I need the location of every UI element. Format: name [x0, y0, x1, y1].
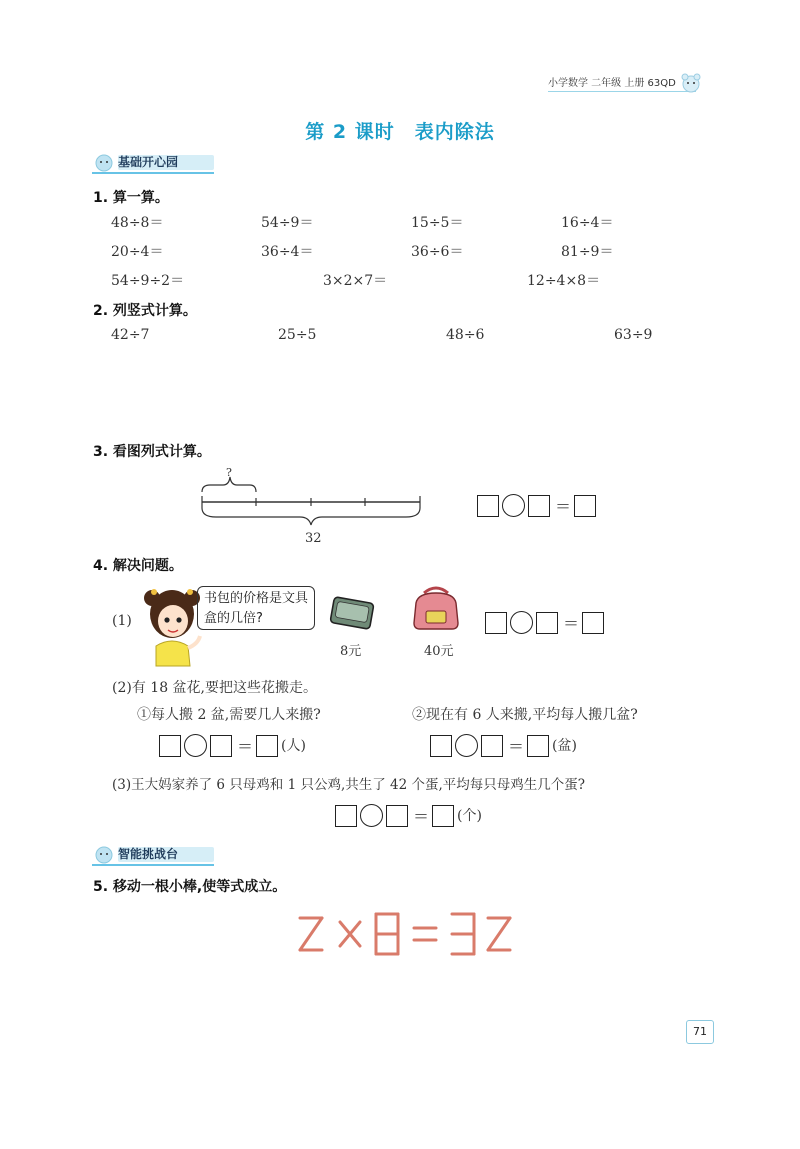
bear-icon: [92, 843, 116, 865]
matchstick-equation: [296, 910, 516, 960]
answer-box[interactable]: [582, 612, 604, 634]
bear-icon: [680, 72, 702, 94]
operator-circle[interactable]: [510, 611, 533, 634]
section-title: 智能挑战台: [118, 847, 179, 861]
price-label: 8元: [340, 644, 362, 659]
vertical-calc-item: 63÷9: [614, 327, 653, 343]
sub-question: ①每人搬 2 盆,需要几人来搬?: [137, 707, 321, 723]
answer-box[interactable]: [574, 495, 596, 517]
expression: 36÷6＝: [411, 244, 464, 260]
question-1-title: 1. 算一算。: [93, 190, 169, 206]
answer-formula: ＝ (个): [335, 804, 485, 827]
answer-box[interactable]: [485, 612, 507, 634]
answer-box[interactable]: [481, 735, 503, 757]
answer-box[interactable]: [430, 735, 452, 757]
operator-circle[interactable]: [502, 494, 525, 517]
answer-box[interactable]: [528, 495, 550, 517]
answer-box[interactable]: [159, 735, 181, 757]
pencil-case-icon: [326, 596, 378, 632]
operator-circle[interactable]: [360, 804, 383, 827]
problem-text: (2)有 18 盆花,要把这些花搬走。: [112, 680, 317, 696]
section-title: 基础开心园: [118, 155, 179, 169]
answer-box[interactable]: [477, 495, 499, 517]
question-5-title: 5. 移动一根小棒,使等式成立。: [93, 879, 287, 895]
expression: 3×2×7＝: [323, 273, 388, 289]
answer-box[interactable]: [210, 735, 232, 757]
operator-circle[interactable]: [455, 734, 478, 757]
bear-icon: [92, 151, 116, 173]
expression: 54÷9＝: [261, 215, 314, 231]
section-banner-basic: [92, 151, 216, 173]
unit-label: (盆): [552, 737, 577, 754]
answer-box[interactable]: [335, 805, 357, 827]
page-number: 71: [686, 1020, 714, 1044]
backpack-icon: [408, 583, 464, 633]
question-4-title: 4. 解决问题。: [93, 558, 183, 574]
operator-circle[interactable]: [184, 734, 207, 757]
header-divider: [548, 91, 696, 92]
question-3-title: 3. 看图列式计算。: [93, 444, 211, 460]
problem-text: (3)王大妈家养了 6 只母鸡和 1 只公鸡,共生了 42 个蛋,平均每只母鸡生几个蛋?: [112, 777, 586, 793]
answer-formula: ＝ (盆): [430, 734, 580, 757]
girl-illustration: [142, 584, 204, 668]
total-label: 32: [305, 531, 322, 546]
section-banner-challenge: [92, 843, 216, 865]
question-2-title: 2. 列竖式计算。: [93, 303, 197, 319]
unknown-label: ?: [226, 466, 232, 479]
expression: 20÷4＝: [111, 244, 164, 260]
expression: 16÷4＝: [561, 215, 614, 231]
unit-label: (人): [281, 737, 306, 754]
expression: 54÷9÷2＝: [111, 273, 185, 289]
price-label: 40元: [424, 644, 454, 659]
vertical-calc-item: 25÷5: [278, 327, 317, 343]
expression: 36÷4＝: [261, 244, 314, 260]
answer-formula: ＝: [477, 494, 599, 517]
answer-box[interactable]: [536, 612, 558, 634]
answer-box[interactable]: [256, 735, 278, 757]
answer-box[interactable]: [386, 805, 408, 827]
expression: 48÷8＝: [111, 215, 164, 231]
answer-box[interactable]: [527, 735, 549, 757]
vertical-calc-item: 48÷6: [446, 327, 485, 343]
answer-formula: ＝: [485, 611, 607, 634]
series-label: 小学数学 二年级 上册 63QD: [548, 78, 676, 89]
unit-label: (个): [457, 807, 482, 824]
speech-bubble: 书包的价格是文具盒的几倍?: [197, 586, 315, 630]
expression: 12÷4×8＝: [527, 273, 601, 289]
answer-box[interactable]: [432, 805, 454, 827]
expression: 15÷5＝: [411, 215, 464, 231]
page-title: 第 2 课时 表内除法: [305, 121, 495, 143]
part-label: (1): [112, 613, 132, 629]
vertical-calc-item: 42÷7: [111, 327, 150, 343]
sub-question: ②现在有 6 人来搬,平均每人搬几盆?: [412, 707, 638, 723]
expression: 81÷9＝: [561, 244, 614, 260]
answer-formula: ＝ (人): [159, 734, 309, 757]
